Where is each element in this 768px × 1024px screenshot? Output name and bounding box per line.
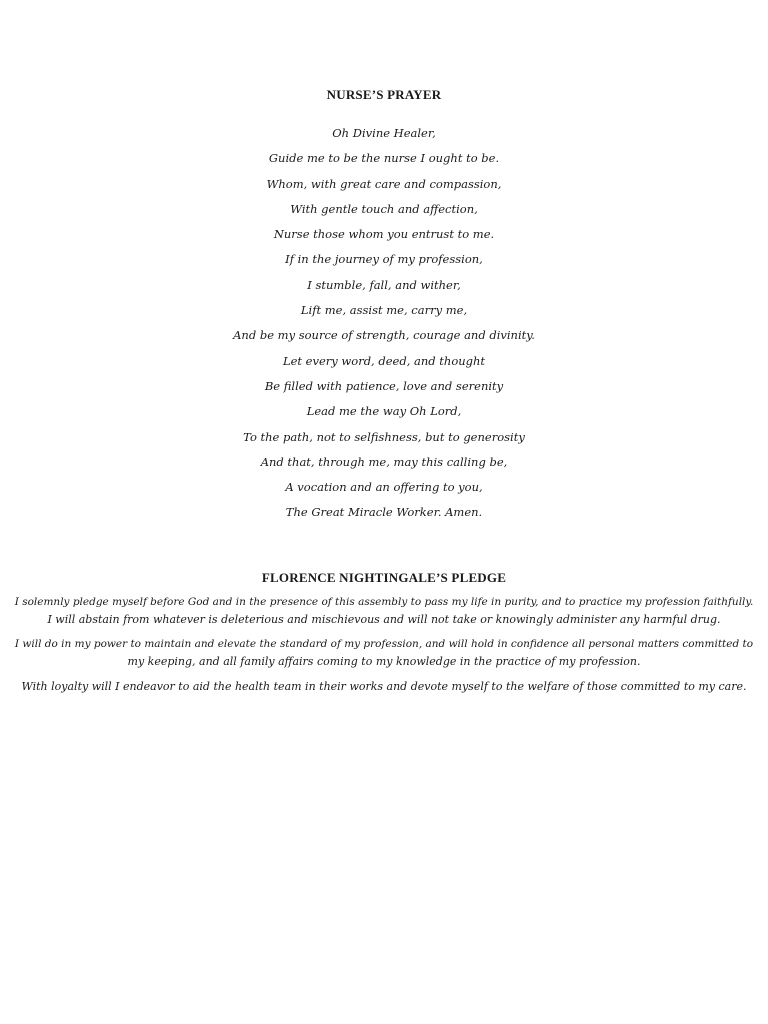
pledge-paragraph: [14, 678, 754, 695]
prayer-line: And be my source of strength, courage and divinity.: [233, 328, 535, 343]
prayer-line: Guide me to be the nurse I ought to be.: [268, 151, 500, 166]
pledge-line: my keeping, and all family affairs coming to my knowledge in the practice of my profession.: [127, 655, 641, 668]
prayer-title: NURSE’S PRAYER: [326, 87, 442, 102]
prayer-line: Nurse those whom you entrust to me.: [273, 227, 495, 242]
pledge-paragraph: [14, 594, 754, 628]
pledge-line: I solemnly pledge myself before God and in the presence of this assembly to pass my life in purity, and to practice my profession faithfully.: [14, 596, 754, 608]
pledge-line: I will do in my power to maintain and elevate the standard of my profession, and will hold in confidence all personal matters committed to: [14, 638, 754, 650]
pledge-title: FLORENCE NIGHTINGALE’S PLEDGE: [261, 570, 507, 585]
pledge-line: I will abstain from whatever is deleterious and mischievous and will not take or knowingly administer any harmful drug.: [47, 613, 721, 626]
prayer-line: I stumble, fall, and wither,: [307, 277, 461, 292]
prayer-line: Whom, with great care and compassion,: [266, 176, 502, 191]
prayer-line: Let every word, deed, and thought: [282, 353, 486, 368]
prayer-line: The Great Miracle Worker. Amen.: [285, 505, 483, 520]
prayer-line: Be filled with patience, love and serenity: [264, 378, 504, 393]
pledge-body: [14, 594, 754, 703]
prayer-body: [0, 124, 768, 529]
prayer-line: With gentle touch and affection,: [290, 201, 478, 216]
pledge-line: With loyalty will I endeavor to aid the health team in their works and devote myself to the welfare of those committed to my care.: [21, 680, 747, 693]
prayer-line: A vocation and an offering to you,: [285, 480, 483, 495]
prayer-line: If in the journey of my profession,: [285, 252, 483, 267]
prayer-line: Oh Divine Healer,: [332, 126, 436, 140]
prayer-line: Lift me, assist me, carry me,: [300, 303, 468, 318]
prayer-line: To the path, not to selfishness, but to generosity: [243, 429, 525, 444]
prayer-line: And that, through me, may this calling be,: [260, 454, 508, 469]
pledge-paragraph: [14, 636, 754, 670]
prayer-line: Lead me the way Oh Lord,: [306, 404, 462, 419]
